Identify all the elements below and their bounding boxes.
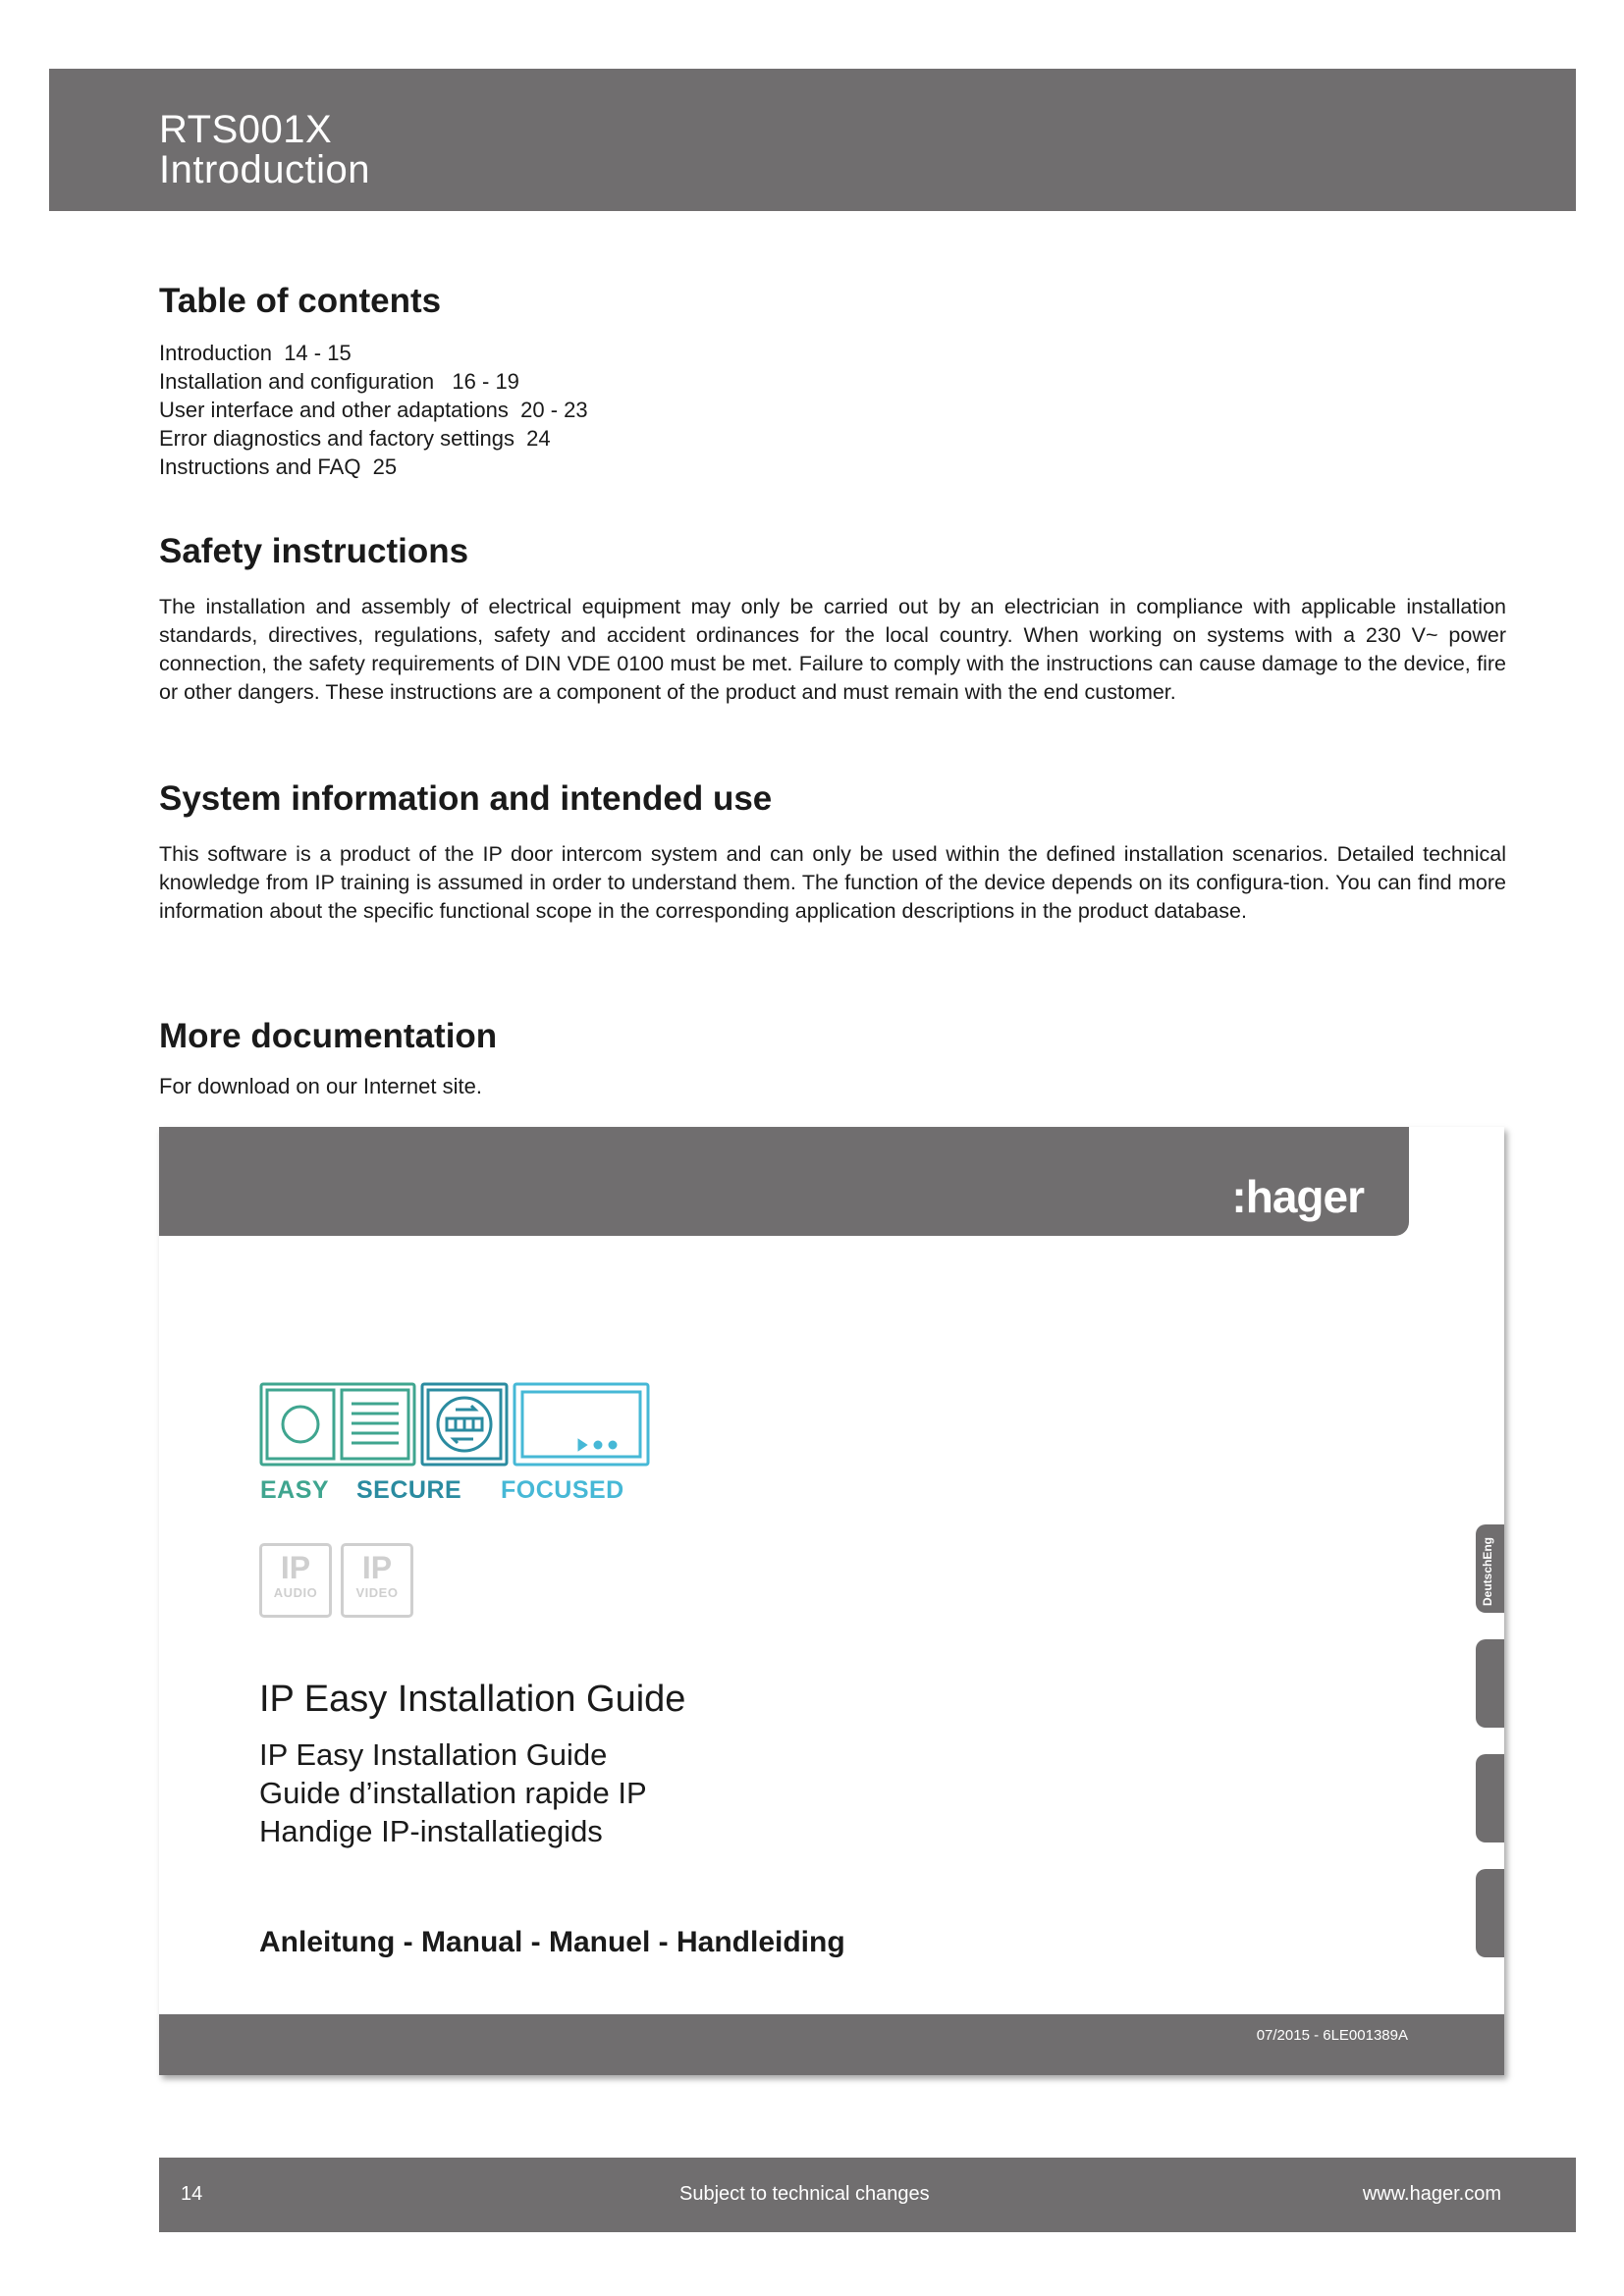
- more-docs-text: For download on our Internet site.: [159, 1074, 482, 1098]
- easy-secure-focused-graphic: [259, 1382, 652, 1470]
- easy-device-icon: [261, 1384, 414, 1465]
- footer-website-link[interactable]: www.hager.com: [1362, 2183, 1501, 2205]
- cover-title: IP Easy Installation Guide: [259, 1679, 686, 1720]
- toc-heading: Table of contents: [159, 282, 442, 320]
- language-tab[interactable]: [1476, 1754, 1504, 1842]
- easy-label: EASY: [260, 1476, 330, 1504]
- ip-video-badge-label: VIDEO: [355, 1585, 399, 1600]
- toc-list: [159, 339, 588, 481]
- page-number: 14: [181, 2183, 203, 2205]
- focused-screen-icon: [514, 1384, 648, 1465]
- toc-item[interactable]: Instructions and FAQ 25: [159, 454, 398, 479]
- cover-subtitle-en: IP Easy Installation Guide: [259, 1737, 608, 1772]
- ip-audio-badge-ip: IP: [280, 1550, 311, 1585]
- safety-heading: Safety instructions: [159, 532, 469, 570]
- language-tab[interactable]: [1476, 1639, 1504, 1728]
- header-bar: [49, 69, 1576, 211]
- cover-document-code: 07/2015 - 6LE001389A: [1256, 2027, 1408, 2044]
- hager-logo: :hager: [1231, 1171, 1364, 1222]
- toc-item[interactable]: Introduction 14 - 15: [159, 341, 352, 365]
- language-tab[interactable]: [1476, 1869, 1504, 1957]
- secure-label: SECURE: [356, 1476, 462, 1504]
- system-paragraph: This software is a product of the IP door intercom system and can only be used within the defined installation scenarios. Detailed technical knowledge from IP training is assumed in order to understand them. The function of the device depends on its configura-tion. You can find more information about the specific functional scope in the corresponding application descriptions in the product database.: [159, 842, 1506, 923]
- cover-subtitle-fr: Guide d’installation rapide IP: [259, 1776, 647, 1810]
- header-product-code: RTS001X: [159, 108, 333, 151]
- cover-subtitle-nl: Handige IP-installatiegids: [259, 1814, 603, 1848]
- language-tab-label: DeutschEng: [1481, 1536, 1494, 1606]
- cover-manual-languages: Anleitung - Manual - Manuel - Handleiding: [259, 1926, 845, 1958]
- ip-video-badge-ip: IP: [361, 1550, 393, 1585]
- cover-header-bar: [159, 1127, 1409, 1236]
- toc-item[interactable]: Error diagnostics and factory settings 24: [159, 426, 551, 451]
- secure-network-icon: [422, 1384, 507, 1465]
- system-heading: System information and intended use: [159, 779, 773, 818]
- installation-guide-cover[interactable]: [159, 1127, 1504, 2075]
- safety-paragraph: The installation and assembly of electrical equipment may only be carried out by an electrician in compliance with applicable installation standards, directives, regulations, safety and accident ordinances for the local country. When working on systems with a 230 V~ power connection, the safety requirements of DIN VDE 0100 must be met. Failure to comply with the instructions can cause damage to the device, fire or other dangers. These instructions are a component of the product and must remain with the end customer.: [159, 595, 1506, 704]
- footer-notice: Subject to technical changes: [679, 2183, 930, 2205]
- toc-item[interactable]: Installation and configuration 16 - 19: [159, 369, 519, 394]
- ip-audio-badge: [259, 1543, 332, 1618]
- focused-label: FOCUSED: [501, 1476, 624, 1504]
- cover-footer-bar: [159, 2014, 1504, 2075]
- header-section-title: Introduction: [159, 148, 371, 191]
- more-docs-heading: More documentation: [159, 1017, 498, 1055]
- toc-item[interactable]: User interface and other adaptations 20 - 23: [159, 398, 588, 422]
- ip-video-badge: [341, 1543, 413, 1618]
- page-footer: [159, 2158, 1576, 2232]
- ip-audio-badge-label: AUDIO: [273, 1585, 318, 1600]
